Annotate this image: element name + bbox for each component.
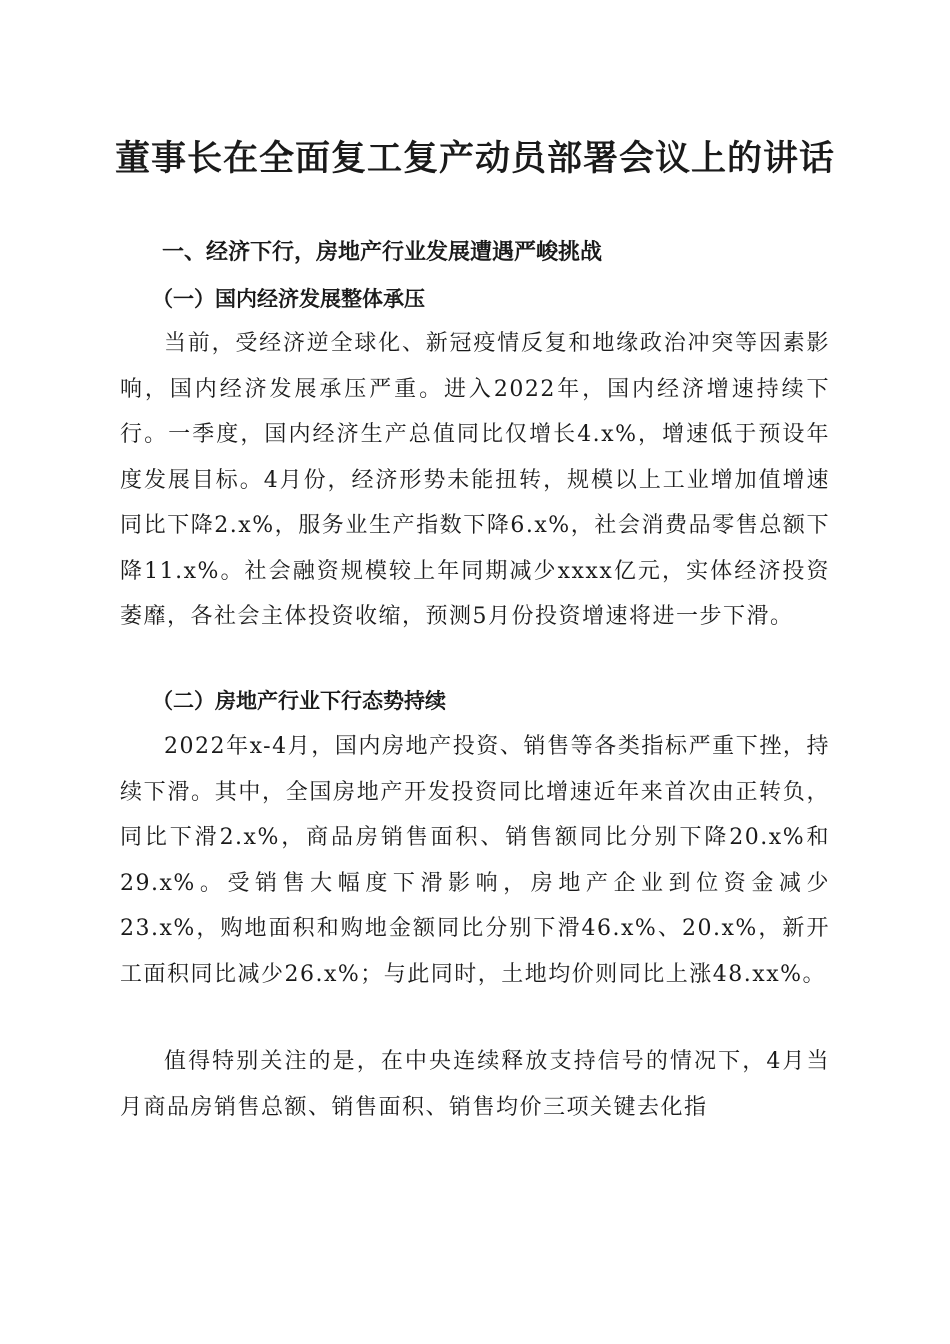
subsection-heading-2: （二）房地产行业下行态势持续 [152, 689, 446, 713]
paragraph-special-attention: 值得特别关注的是，在中央连续释放支持信号的情况下，4月当月商品房销售总额、销售面积、销售均价三项关键去化指 [120, 1049, 830, 1120]
document-title: 董事长在全面复工复产动员部署会议上的讲话 [114, 138, 835, 179]
paragraph-real-estate-decline: 2022年x-4月，国内房地产投资、销售等各类指标严重下挫，持续下滑。其中，全国房地产开发投资同比增速近年来首次由正转负，同比下滑2.x%，商品房销售面积、销售额同比分别下降20.x%和29.x%。受销售大幅度下滑影响，房地产企业到位资金减少23.x%，购地面积和购地金额同比分别下滑46.x%、20.x%，新开工面积同比减少26.x%；与此同时，土地均价则同比上涨48.xx%。 [120, 734, 830, 987]
section-heading-1: 一、经济下行，房地产行业发展遭遇严峻挑战 [162, 240, 603, 265]
subsection-heading-1: （一）国内经济发展整体承压 [152, 287, 425, 311]
paragraph-domestic-economy: 当前，受经济逆全球化、新冠疫情反复和地缘政治冲突等因素影响，国内经济发展承压严重。进入2022年，国内经济增速持续下行。一季度，国内经济生产总值同比仅增长4.x%，增速低于预设年度发展目标。4月份，经济形势未能扭转，规模以上工业增加值增速同比下降2.x%，服务业生产指数下降6.x%，社会消费品零售总额下降11.x%。社会融资规模较上年同期减少xxxx亿元，实体经济投资萎靡，各社会主体投资收缩，预测5月份投资增速将进一步下滑。 [120, 331, 830, 629]
